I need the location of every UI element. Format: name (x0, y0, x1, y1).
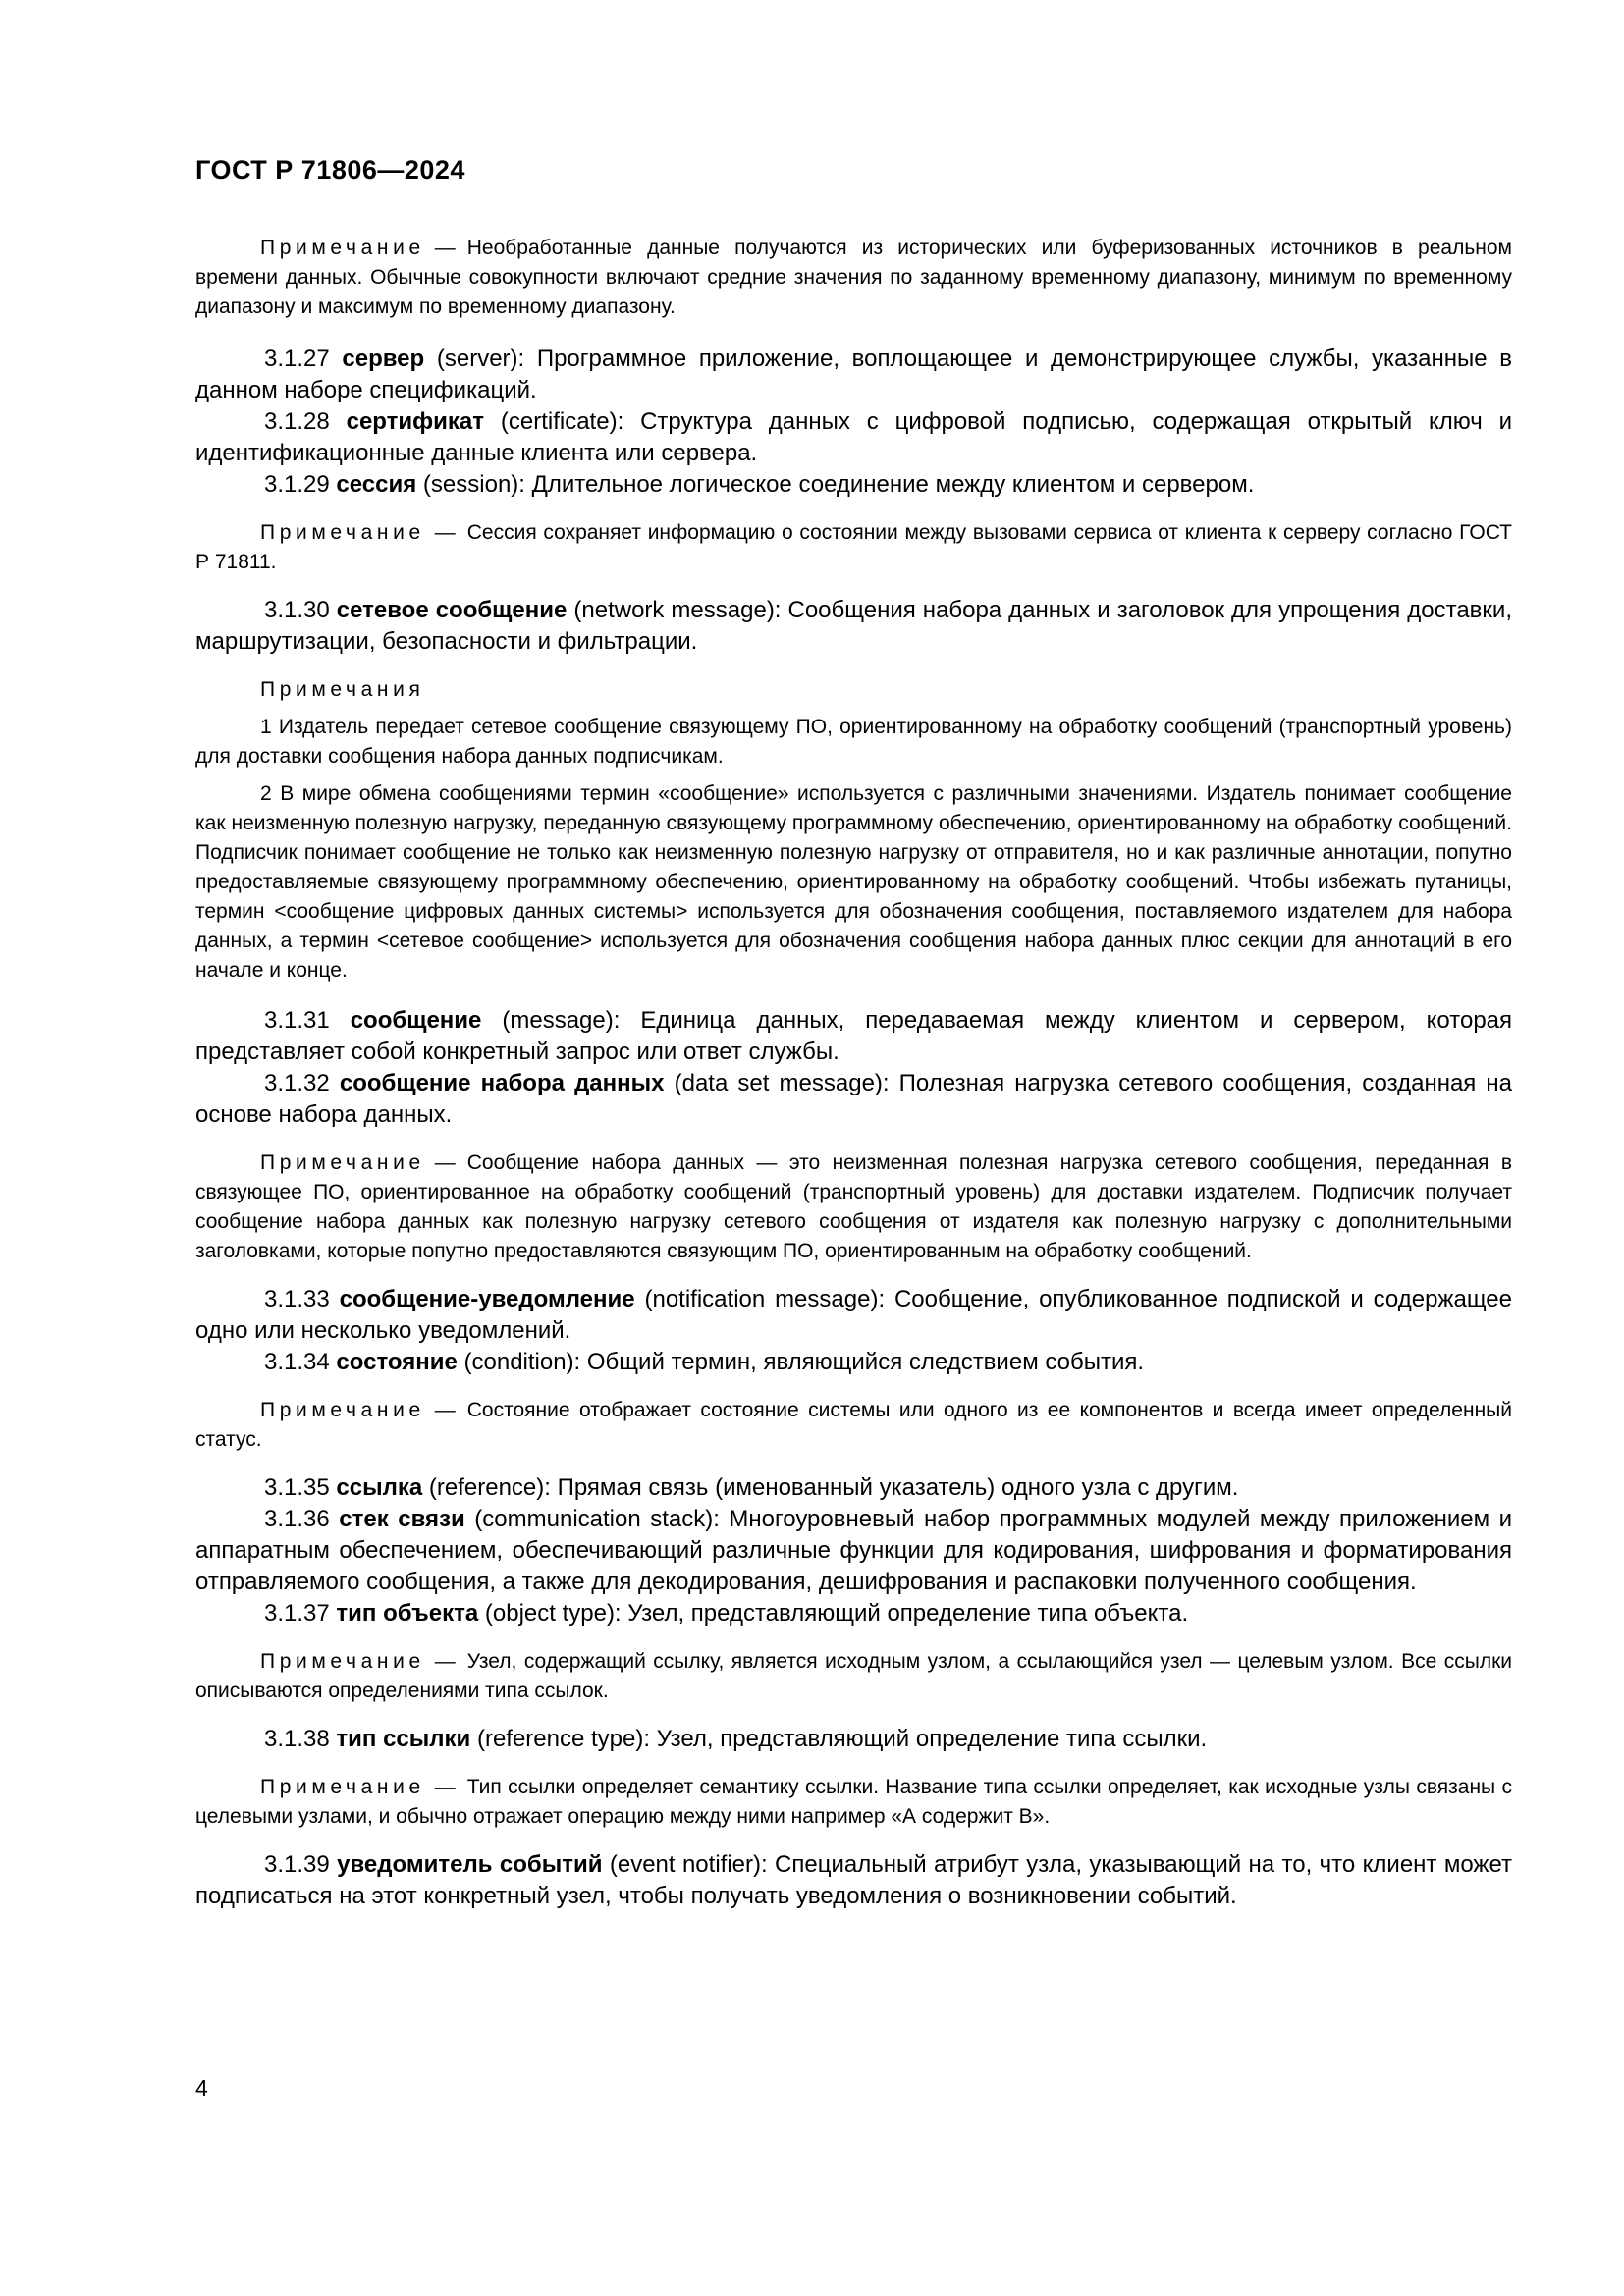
term: сервер (342, 346, 425, 372)
definition-text: (event notifier): Специальный атрибут узла, указывающий на то, что клиент может подписаться на этот конкретный узел, чтобы получать уведомления о возникновении событий. (195, 1851, 1513, 1909)
note-session (195, 518, 1512, 577)
note-text: Узел, содержащий ссылку, является исходным узлом, а ссылающийся узел — целевым узлом. Все ссылки описываются определениями типа ссылок. (195, 1650, 1512, 1702)
term: сетевое сообщение (336, 597, 568, 623)
document-header: ГОСТ Р 71806—2024 (195, 155, 465, 185)
note-dash: — (434, 1776, 456, 1798)
term: стек связи (339, 1506, 465, 1532)
definition-text: (reference): Прямая связь (именованный указатель) одного узла с другим. (428, 1474, 1239, 1501)
note-label: Примечание (260, 1776, 425, 1798)
note-item-1 (195, 713, 1512, 772)
clause-number: 3.1.36 (264, 1506, 330, 1532)
definition-text: (reference type): Узел, представляющий определение типа ссылки. (476, 1726, 1208, 1752)
definition-text: (communication stack): Многоуровневый набор программных модулей между приложением и аппаратным обеспечением, обеспечивающий различные функции для кодирования, шифрования и форматирования отправляемого сообщения, а также для декодирования, дешифрования и распаковки полученного сообщения. (195, 1506, 1513, 1595)
definition-3-1-35 (195, 1472, 1512, 1504)
note-text: Сообщение набора данных — это неизменная полезная нагрузка сетевого сообщения, переданная в связующее ПО, ориентированное на обработку сообщений (транспортный уровень) для доставки издателем. Подписчик получает сообщение набора данных как полезную нагрузку сетевого сообщения от издателя как полезную нагрузку с дополнительными заголовками, которые попутно предоставляются связующим ПО, ориентированным на обработку сообщений. (195, 1151, 1512, 1262)
clause-number: 3.1.27 (264, 346, 330, 372)
term: сообщение-уведомление (339, 1286, 635, 1312)
clause-number: 3.1.29 (264, 471, 330, 498)
note-label: Примечание (260, 1399, 425, 1421)
definition-3-1-37 (195, 1598, 1512, 1629)
clause-number: 3.1.28 (264, 408, 330, 435)
note-text: 2 В мире обмена сообщениями термин «сообщение» используется с различными значениями. Издатель понимает сообщение как неизменную полезную нагрузку, переданную связующему программному обеспечению, ориентированному на обработку сообщений. Подписчик понимает сообщение не только как неизменную полезную нагрузку от отправителя, но и как различные аннотации, попутно предоставляемые связующему программному обеспечению, ориентированному на обработку сообщений. Чтобы избежать путаницы, термин <сообщение цифровых данных системы> используется для обозначения сообщения, поставляемого издателем для набора данных, а термин <сетевое сообщение> используется для обозначения сообщения набора данных плюс секции для аннотаций в его начале и конце. (195, 782, 1512, 982)
definition-text: (data set message): Полезная нагрузка сетевого сообщения, созданная на основе набора данных. (195, 1070, 1513, 1128)
note-raw-data (195, 234, 1512, 322)
clause-number: 3.1.32 (264, 1070, 330, 1096)
term: тип ссылки (336, 1726, 471, 1752)
definition-text: (message): Единица данных, передаваемая между клиентом и сервером, которая представляет собой конкретный запрос или ответ службы. (195, 1007, 1513, 1065)
definition-3-1-39 (195, 1849, 1512, 1912)
term: сообщение (350, 1007, 482, 1034)
note-dash: — (434, 237, 456, 259)
definition-3-1-28 (195, 406, 1512, 469)
note-text: Тип ссылки определяет семантику ссылки. Название типа ссылки определяет, как исходные узлы связаны с целевыми узлами, и обычно отражает операцию между ними например «А содержит В». (195, 1776, 1512, 1828)
note-dash: — (434, 1650, 456, 1673)
term: сообщение набора данных (339, 1070, 665, 1096)
clause-number: 3.1.39 (264, 1851, 330, 1878)
clause-number: 3.1.34 (264, 1349, 330, 1375)
note-text: Необработанные данные получаются из исторических или буферизованных источников в реальном времени данных. Обычные совокупности включают средние значения по заданному временному диапазону, минимум по временному диапазону и максимум по временному диапазону. (195, 237, 1512, 318)
definition-text: (network message): Сообщения набора данных и заголовок для упрощения доставки, маршрутизации, безопасности и фильтрации. (195, 597, 1512, 655)
definition-3-1-31 (195, 1005, 1512, 1068)
notes-heading-label: Примечания (260, 678, 425, 701)
note-label: Примечание (260, 1650, 425, 1673)
definition-text: (server): Программное приложение, воплощающее и демонстрирующее службы, указанные в данном наборе спецификаций. (195, 346, 1513, 403)
clause-number: 3.1.35 (264, 1474, 330, 1501)
definition-text: (object type): Узел, представляющий определение типа объекта. (484, 1600, 1189, 1627)
note-item-2 (195, 779, 1512, 986)
clause-number: 3.1.37 (264, 1600, 330, 1627)
page-number: 4 (195, 2075, 208, 2101)
term: ссылка (336, 1474, 423, 1501)
definition-3-1-38 (195, 1724, 1512, 1755)
definition-3-1-32 (195, 1068, 1512, 1131)
definition-3-1-29 (195, 469, 1512, 501)
definition-text: (session): Длительное логическое соединение между клиентом и сервером. (422, 471, 1255, 498)
definition-3-1-36 (195, 1504, 1512, 1598)
note-text: Сессия сохраняет информацию о состоянии между вызовами сервиса от клиента к серверу согласно ГОСТ Р 71811. (195, 521, 1512, 573)
definition-3-1-34 (195, 1347, 1512, 1378)
clause-number: 3.1.30 (264, 597, 330, 623)
definition-text: (condition): Общий термин, являющийся следствием события. (463, 1349, 1145, 1375)
definition-3-1-30 (195, 595, 1512, 658)
term: состояние (336, 1349, 458, 1375)
clause-number: 3.1.31 (264, 1007, 330, 1034)
note-dash: — (434, 1151, 456, 1174)
clause-number: 3.1.38 (264, 1726, 330, 1752)
definition-3-1-27 (195, 344, 1512, 406)
note-dash: — (434, 1399, 456, 1421)
note-label: Примечание (260, 521, 425, 544)
clause-number: 3.1.33 (264, 1286, 330, 1312)
note-label: Примечание (260, 1151, 425, 1174)
term: тип объекта (336, 1600, 479, 1627)
note-condition (195, 1396, 1512, 1455)
note-text: 1 Издатель передает сетевое сообщение связующему ПО, ориентированному на обработку сообщений (транспортный уровень) для доставки сообщения набора данных подписчикам. (195, 716, 1512, 768)
note-label: Примечание (260, 237, 425, 259)
note-dash: — (434, 521, 456, 544)
definition-text: (notification message): Сообщение, опубликованное подпиской и содержащее одно или несколько уведомлений. (195, 1286, 1512, 1344)
term: сертификат (346, 408, 485, 435)
term: сессия (336, 471, 417, 498)
note-object-type (195, 1647, 1512, 1706)
note-reference-type (195, 1773, 1512, 1832)
note-data-set-message (195, 1148, 1512, 1266)
term: уведомитель событий (337, 1851, 603, 1878)
note-text: Состояние отображает состояние системы или одного из ее компонентов и всегда имеет определенный статус. (195, 1399, 1512, 1451)
definition-text: (certificate): Структура данных с цифровой подписью, содержащая открытый ключ и идентификационные данные клиента или сервера. (195, 408, 1513, 466)
notes-heading (195, 675, 1512, 705)
definition-3-1-33 (195, 1284, 1512, 1347)
